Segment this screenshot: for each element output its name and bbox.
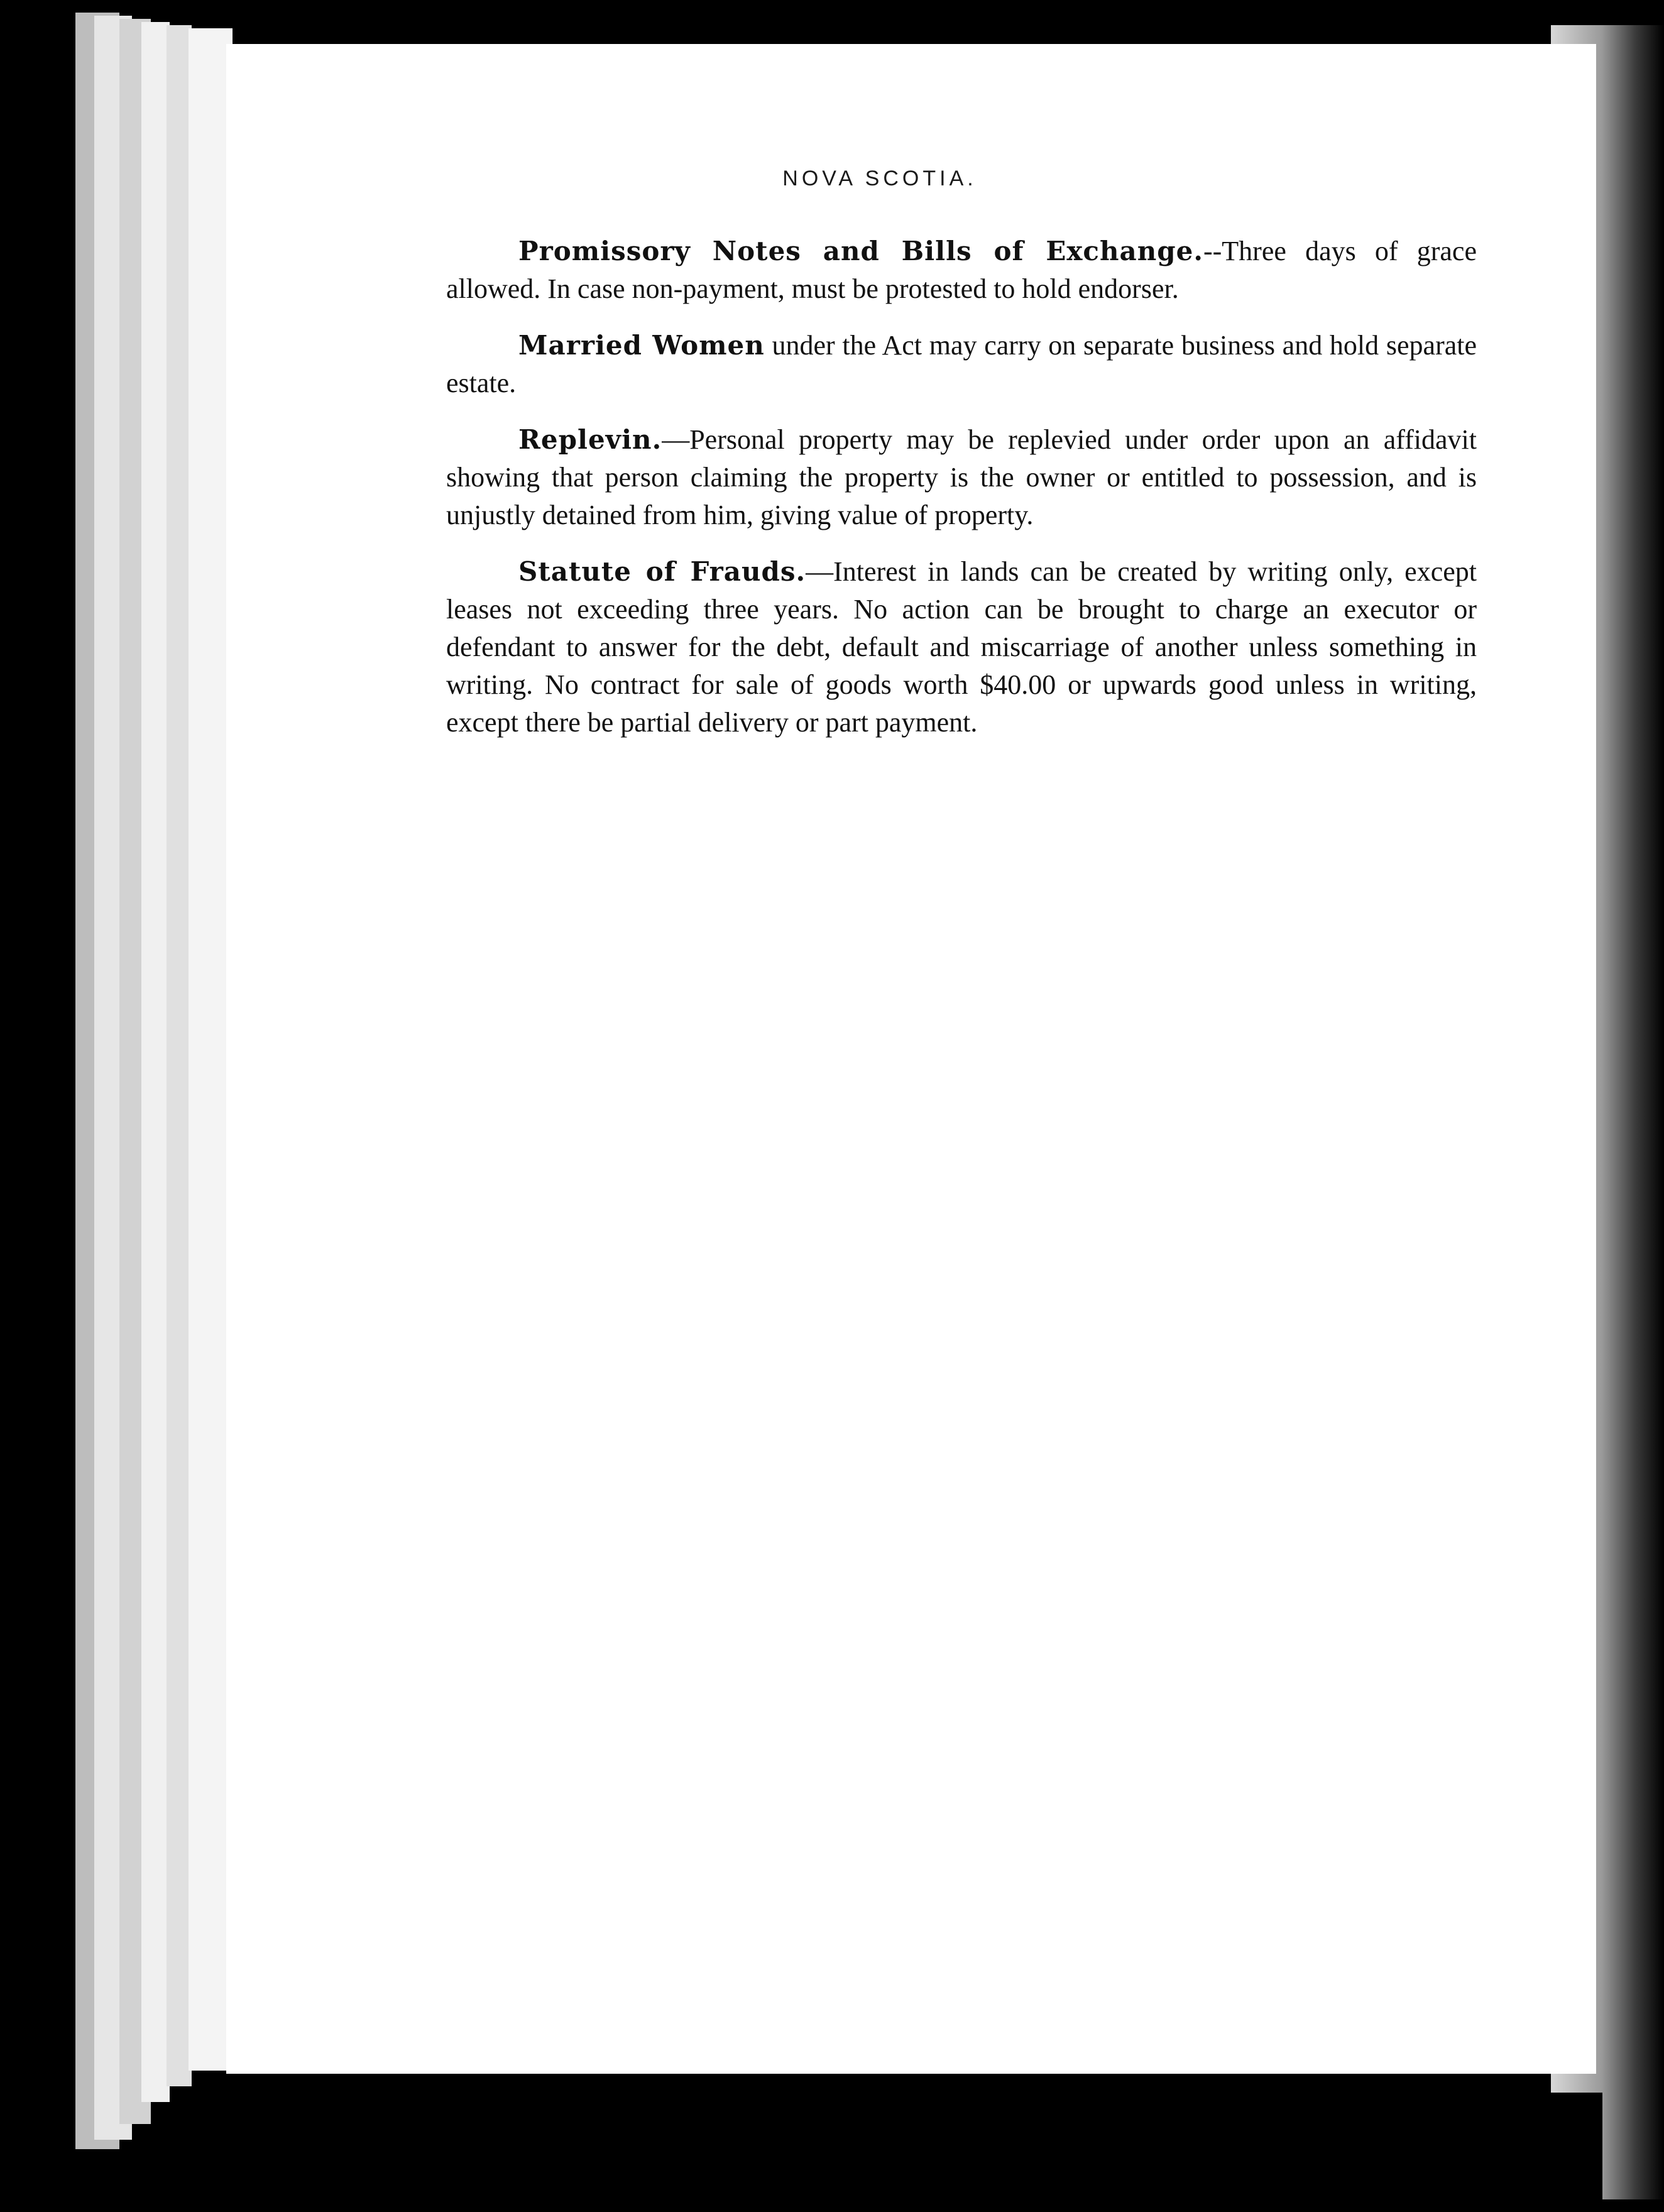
paragraph-text: under the Act may carry on separate business and hold separate estate. bbox=[446, 330, 1477, 398]
paragraph-heading: Married Women bbox=[518, 330, 765, 361]
book-page bbox=[226, 44, 1596, 2074]
paragraph-text: —Personal property may be replevied under order upon an affidavit showing that person claiming the property is the owner or entitled to possession, and is unjustly detained from him, giving value of property. bbox=[446, 424, 1477, 530]
paragraph-heading: Promissory Notes and Bills of Exchange. bbox=[518, 236, 1203, 266]
paragraph-married-women bbox=[446, 327, 1477, 402]
page-edge bbox=[141, 22, 170, 2102]
scan-border bbox=[251, 2093, 1602, 2212]
page-edge bbox=[167, 25, 192, 2086]
paragraph-replevin bbox=[446, 421, 1477, 534]
paragraph-statute-of-frauds bbox=[446, 553, 1477, 742]
paragraph-heading: Statute of Frauds. bbox=[518, 556, 806, 587]
paragraph-text: --Three days of grace allowed. In case non-payment, must be protested to hold endorser. bbox=[446, 236, 1477, 304]
paragraph-promissory-notes bbox=[446, 233, 1477, 308]
page-body bbox=[446, 233, 1477, 760]
paragraph-text: —Interest in lands can be created by writing only, except leases not exceeding three years. No action can be brought to charge an executor or defendant to answer for the debt, default and miscarriage of another unless something in writing. No contract for sale of goods worth $40.00 or upwards good unless in writing, except there be partial delivery or part payment. bbox=[446, 556, 1477, 738]
running-head: NOVA SCOTIA. bbox=[782, 167, 977, 190]
paragraph-heading: Replevin. bbox=[518, 424, 662, 455]
